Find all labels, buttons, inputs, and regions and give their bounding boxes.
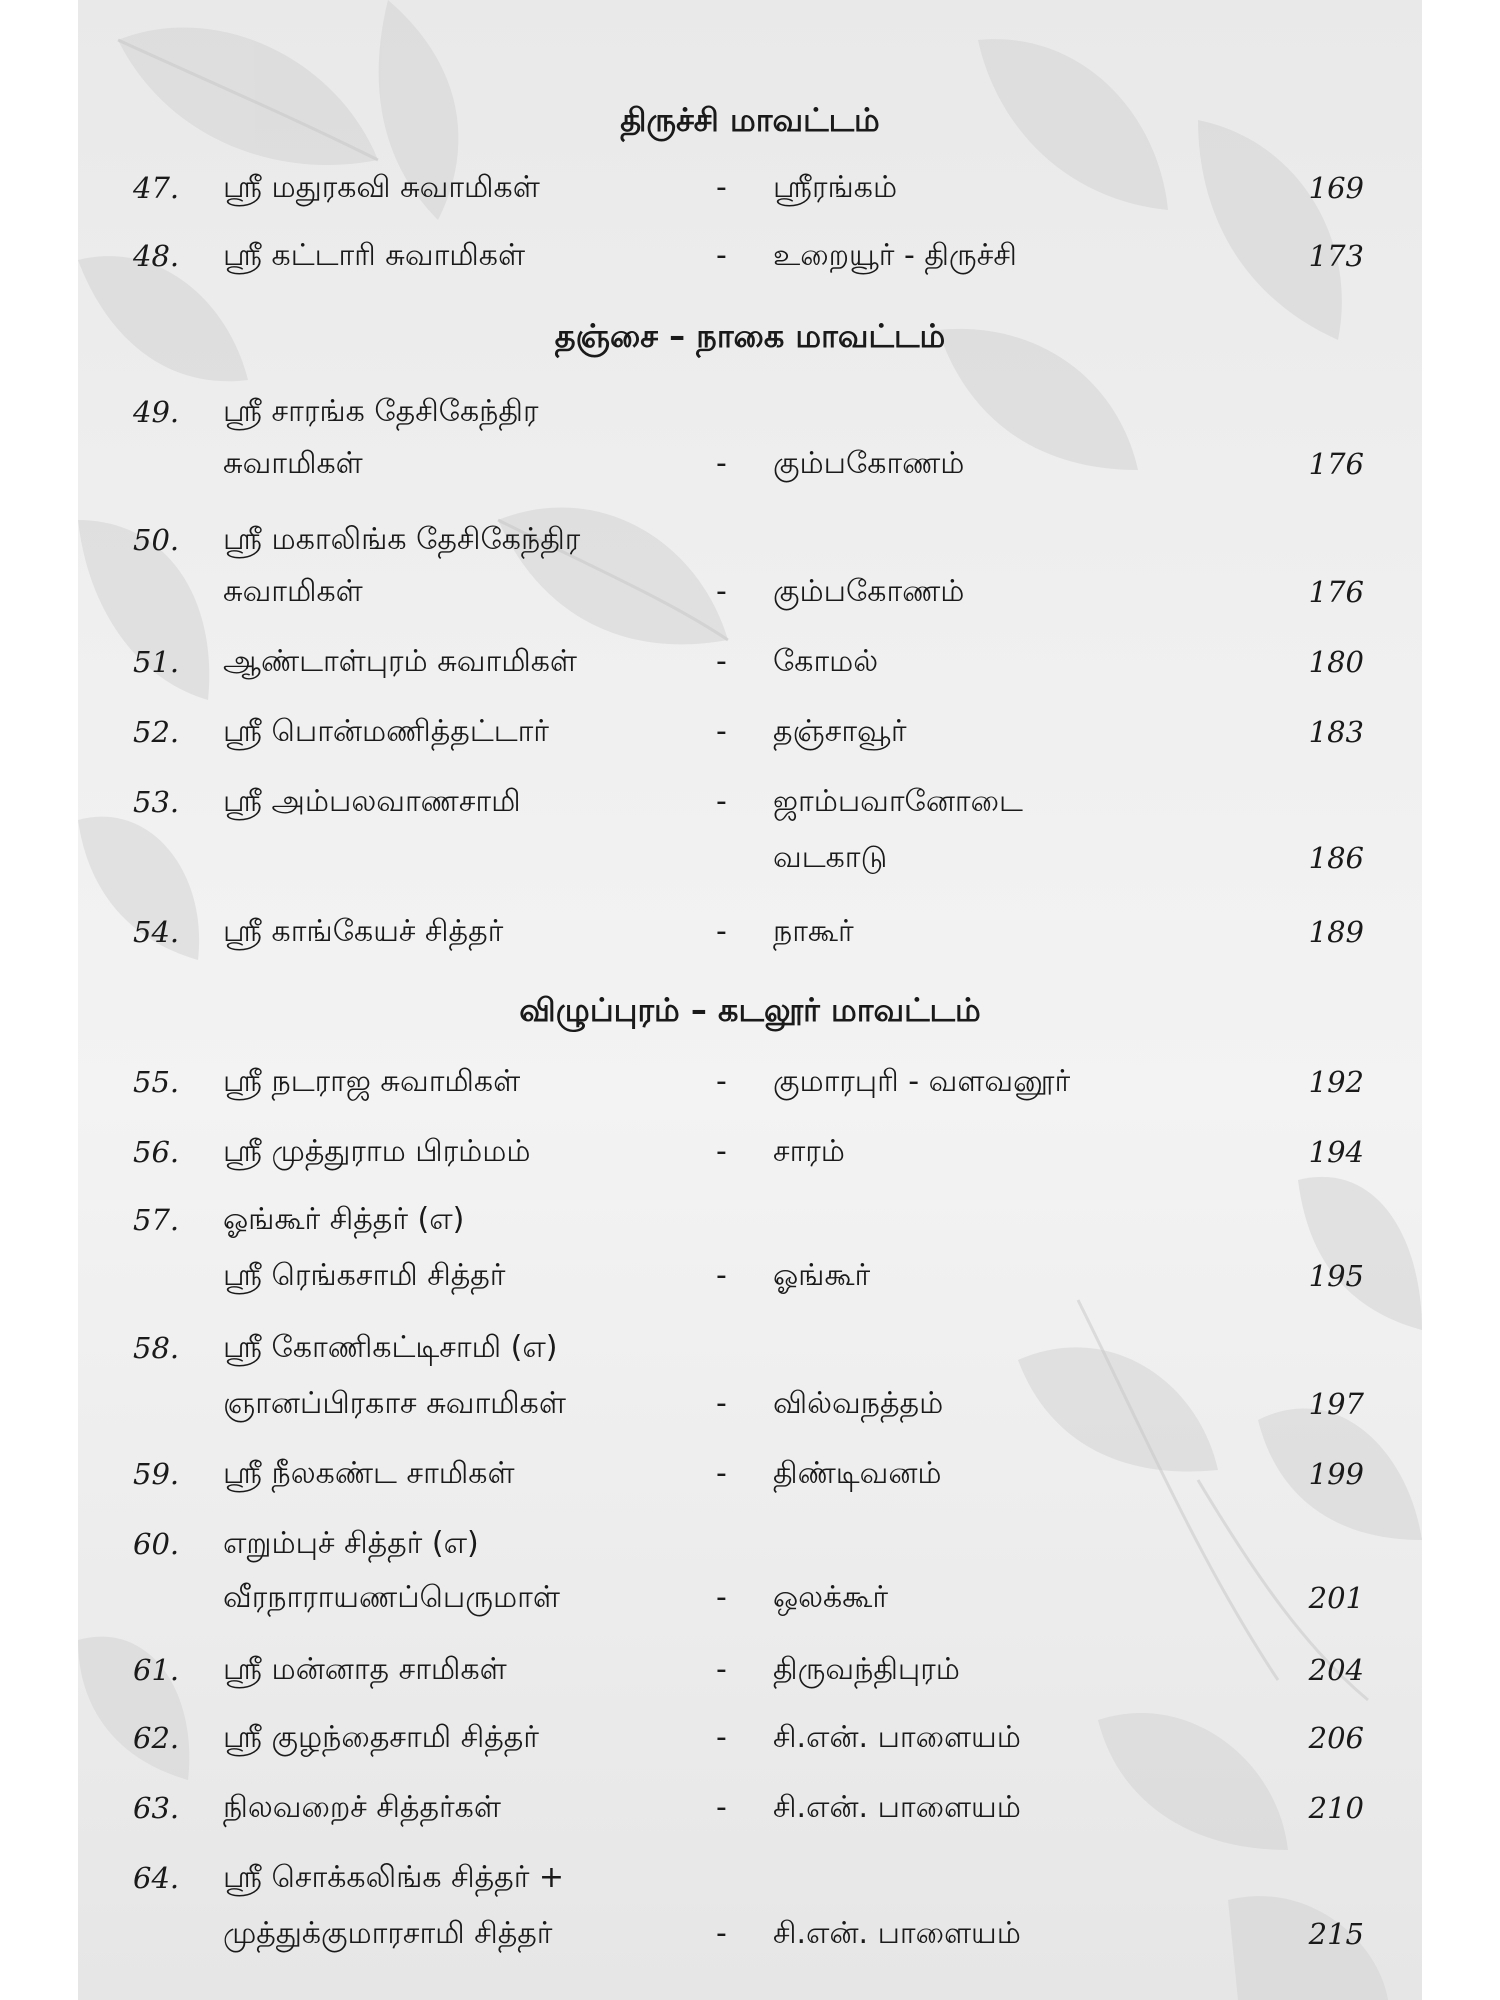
entry-number: 54.: [133, 915, 180, 949]
toc-entry: [78, 712, 1422, 752]
entry-place: கோமல்: [773, 644, 879, 679]
page-number: 169: [1308, 171, 1364, 205]
entry-name: சுவாமிகள்: [223, 574, 363, 609]
page-number: 199: [1308, 1457, 1364, 1491]
entry-number: 49.: [133, 395, 180, 429]
toc-entry: [78, 1788, 1422, 1828]
page-number: 195: [1308, 1259, 1364, 1293]
entry-place: ஸ்ரீரங்கம்: [773, 170, 898, 205]
entry-number: 60.: [133, 1527, 180, 1561]
separator: -: [716, 784, 727, 819]
separator: -: [716, 1916, 727, 1951]
toc-entry: [78, 1328, 1422, 1368]
toc-entry-continuation: [78, 572, 1422, 612]
entry-place: உறையூர் - திருச்சி: [773, 238, 1017, 273]
entry-name: முத்துக்குமாரசாமி சித்தர்: [223, 1916, 553, 1951]
entry-place: கும்பகோணம்: [773, 446, 965, 481]
entry-place: திண்டிவனம்: [773, 1456, 942, 1491]
toc-entry: [78, 1524, 1422, 1564]
entry-place: கும்பகோணம்: [773, 574, 965, 609]
entry-place: திருவந்திபுரம்: [773, 1652, 960, 1687]
separator: -: [716, 714, 727, 749]
separator: -: [716, 1064, 727, 1099]
separator: -: [716, 1790, 727, 1825]
page-number: 194: [1308, 1135, 1364, 1169]
separator: -: [716, 1580, 727, 1615]
toc-entry: [78, 782, 1422, 822]
entry-place: ஓங்கூர்: [773, 1258, 871, 1293]
entry-place: குமாரபுரி - வளவனூர்: [773, 1064, 1071, 1099]
separator: -: [716, 170, 727, 205]
page-number: 210: [1308, 1791, 1364, 1825]
district-heading: திருச்சி மாவட்டம்: [620, 101, 880, 139]
entry-number: 64.: [133, 1861, 180, 1895]
separator: -: [716, 1386, 727, 1421]
toc-entry: [78, 520, 1422, 560]
entry-name: ஸ்ரீ சொக்கலிங்க சித்தர் +: [223, 1860, 565, 1895]
page-number: 204: [1308, 1653, 1364, 1687]
toc-entry-continuation: [78, 1578, 1422, 1618]
toc-entry: [78, 1062, 1422, 1102]
toc-entry: [78, 1858, 1422, 1898]
page-number: 176: [1308, 575, 1364, 609]
entry-name: ஸ்ரீ பொன்மணித்தட்டார்: [223, 714, 549, 749]
entry-number: 59.: [133, 1457, 180, 1491]
entry-number: 55.: [133, 1065, 180, 1099]
entry-name: ஸ்ரீ கோணிகட்டிசாமி (எ): [223, 1330, 558, 1365]
page-number: 206: [1308, 1721, 1364, 1755]
toc-entry: [78, 912, 1422, 952]
page-number: 197: [1308, 1387, 1364, 1421]
entry-place: ஜாம்பவானோடை: [773, 784, 1023, 819]
separator: -: [716, 446, 727, 481]
entry-number: 53.: [133, 785, 180, 819]
toc-entry: [78, 1132, 1422, 1172]
toc-entry-continuation: [78, 1914, 1422, 1954]
separator: -: [716, 1134, 727, 1169]
entry-name: ஸ்ரீ கட்டாரி சுவாமிகள்: [223, 238, 526, 273]
entry-name: ஓங்கூர் சித்தர் (எ): [223, 1202, 465, 1237]
entry-name: ஸ்ரீ முத்துராம பிரம்மம்: [223, 1134, 531, 1169]
entry-number: 47.: [133, 171, 180, 205]
toc-entry-continuation: [78, 838, 1422, 878]
entry-name: ஸ்ரீ காங்கேயச் சித்தர்: [223, 914, 504, 949]
entry-name: ஸ்ரீ குழந்தைசாமி சித்தர்: [223, 1720, 539, 1755]
entry-number: 51.: [133, 645, 180, 679]
entry-number: 63.: [133, 1791, 180, 1825]
entry-name: ஆண்டாள்புரம் சுவாமிகள்: [223, 644, 577, 679]
page-number: 192: [1308, 1065, 1364, 1099]
page-number: 180: [1308, 645, 1364, 679]
entry-number: 62.: [133, 1721, 180, 1755]
separator: -: [716, 574, 727, 609]
entry-number: 58.: [133, 1331, 180, 1365]
entry-name: ஸ்ரீ மகாலிங்க தேசிகேந்திர: [223, 522, 581, 557]
separator: -: [716, 914, 727, 949]
table-of-contents: [78, 0, 1422, 2000]
separator: -: [716, 644, 727, 679]
toc-entry: [78, 1650, 1422, 1690]
toc-entry: [78, 1200, 1422, 1240]
entry-place: சாரம்: [773, 1134, 845, 1169]
entry-number: 52.: [133, 715, 180, 749]
page-number: 176: [1308, 447, 1364, 481]
toc-entry: [78, 168, 1422, 208]
entry-place: வடகாடு: [773, 840, 888, 875]
district-heading: விழுப்புரம் – கடலூர் மாவட்டம்: [519, 991, 981, 1029]
entry-name: ஸ்ரீ சாரங்க தேசிகேந்திர: [223, 394, 539, 429]
entry-place: நாகூர்: [773, 914, 854, 949]
page-number: 201: [1308, 1581, 1364, 1615]
entry-place: சி.என். பாளையம்: [773, 1720, 1021, 1755]
entry-name: ஸ்ரீ நீலகண்ட சாமிகள்: [223, 1456, 515, 1491]
entry-place: தஞ்சாவூர்: [773, 714, 907, 749]
page-number: 173: [1308, 239, 1364, 273]
page-number: 189: [1308, 915, 1364, 949]
toc-entry: [78, 236, 1422, 276]
separator: -: [716, 1258, 727, 1293]
entry-number: 61.: [133, 1653, 180, 1687]
separator: -: [716, 238, 727, 273]
toc-entry: [78, 1718, 1422, 1758]
entry-name: எறும்புச் சித்தர் (எ): [223, 1526, 479, 1561]
entry-number: 57.: [133, 1203, 180, 1237]
separator: -: [716, 1720, 727, 1755]
page-number: 215: [1308, 1917, 1364, 1951]
entry-place: சி.என். பாளையம்: [773, 1790, 1021, 1825]
separator: -: [716, 1652, 727, 1687]
entry-name: ஞானப்பிரகாச சுவாமிகள்: [223, 1386, 566, 1421]
toc-entry-continuation: [78, 444, 1422, 484]
entry-name: ஸ்ரீ அம்பலவாணசாமி: [223, 784, 521, 819]
entry-name: ஸ்ரீ நடராஜ சுவாமிகள்: [223, 1064, 521, 1099]
toc-entry-continuation: [78, 1256, 1422, 1296]
toc-entry-continuation: [78, 1384, 1422, 1424]
toc-entry: [78, 392, 1422, 432]
entry-name: நிலவறைச் சித்தர்கள்: [223, 1790, 501, 1825]
district-heading: தஞ்சை – நாகை மாவட்டம்: [554, 317, 946, 355]
entry-place: வில்வநத்தம்: [773, 1386, 944, 1421]
entry-name: ஸ்ரீ ரெங்கசாமி சித்தர்: [223, 1258, 506, 1293]
entry-name: ஸ்ரீ மன்னாத சாமிகள்: [223, 1652, 507, 1687]
separator: -: [716, 1456, 727, 1491]
page-number: 186: [1308, 841, 1364, 875]
toc-entry: [78, 1454, 1422, 1494]
entry-number: 48.: [133, 239, 180, 273]
entry-number: 50.: [133, 523, 180, 557]
entry-place: ஒலக்கூர்: [773, 1580, 888, 1615]
book-page: [78, 0, 1422, 2000]
toc-entry: [78, 642, 1422, 682]
page-number: 183: [1308, 715, 1364, 749]
entry-name: வீரநாராயணப்பெருமாள்: [223, 1580, 560, 1615]
entry-place: சி.என். பாளையம்: [773, 1916, 1021, 1951]
entry-name: ஸ்ரீ மதுரகவி சுவாமிகள்: [223, 170, 540, 205]
entry-number: 56.: [133, 1135, 180, 1169]
entry-name: சுவாமிகள்: [223, 446, 363, 481]
